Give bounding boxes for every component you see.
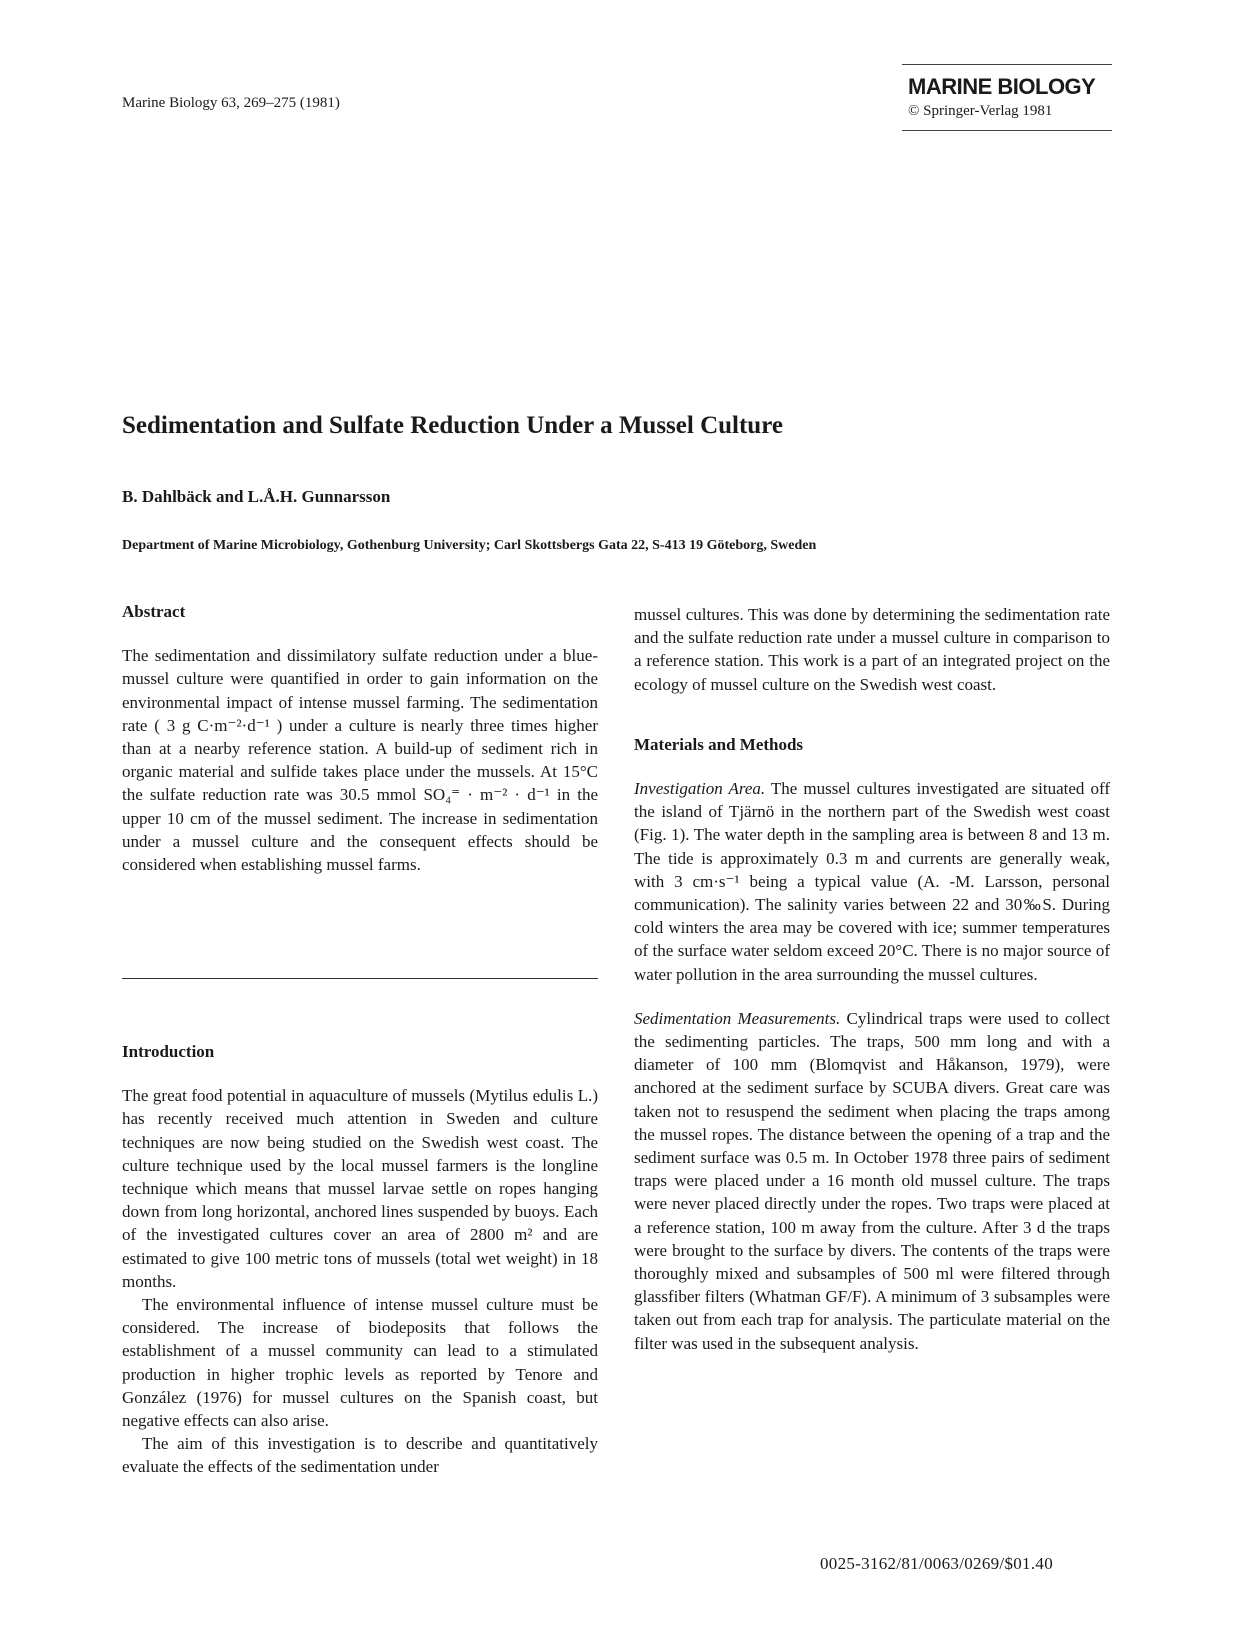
issn-code: 0025-3162/81/0063/0269/$01.40	[820, 1554, 1054, 1573]
brand-rule-bottom	[902, 130, 1112, 131]
sedimentation-paragraph	[634, 1007, 1110, 1355]
investigation-area-paragraph	[634, 777, 1110, 986]
introduction-paragraph-2: The environmental influence of intense mussel culture must be considered. The increase of biodeposits that follows the establishment of a mussel community can lead to a stimulated production in higher trophic levels as reported by Tenore and González (1976) for mussel cultures on the Spanish coast, but negative effects can also arise.	[122, 1295, 598, 1431]
journal-brand-block	[902, 64, 1112, 131]
sedimentation-text: Cylindrical traps were used to collect the sedimenting particles. The traps, 500 mm long and with a diameter of 100 mm (Blomqvist and Håkanson, 1979), were anchored at the sediment surface by SCUBA divers. Great care was taken not to resuspend the sediment when placing the traps among the mussel ropes. The distance between the opening of a trap and the sediment surface was 0.5 m. In October 1978 three pairs of sediment traps were placed under a 16 month old mussel culture. The traps were never placed directly under the ropes. Two traps were placed at a reference station, 100 m away from the culture. After 3 d the traps were brought to the surface by divers. The contents of the traps were thoroughly mixed and subsamples of 500 ml were filtered through glassfiber filters (Whatman GF/F). A minimum of 3 subsamples were taken out from each trap for analysis. The particulate material on the filter was used in the subsequent analysis.	[634, 1008, 1111, 1353]
investigation-area-text: The mussel cultures investigated are situated off the island of Tjärnö in the northern part of the Swedish west coast (Fig. 1). The water depth in the sampling area is between 8 and 13 m. The tide is approximately 0.3 m and currents are generally weak, with 3 cm·s⁻¹ being a typical value (A. -M. Larsson, personal communication). The salinity varies between 22 and 30‰S. During cold winters the area may be covered with ice; summer temperatures of the surface water seldom exceed 20°C. There is no major source of water pollution in the area surrounding the mussel cultures.	[634, 779, 1110, 984]
introduction-paragraph-3: The aim of this investigation is to describe and quantitatively evaluate the effects of the sedimentation under	[122, 1434, 598, 1477]
investigation-area-runin: Investigation Area.	[634, 779, 766, 799]
journal-reference: Marine Biology 63, 269–275 (1981)	[122, 95, 340, 111]
article-authors: B. Dahlbäck and L.Å.H. Gunnarsson	[122, 487, 391, 506]
right-column	[634, 603, 1110, 1355]
publisher-copyright: © Springer-Verlag 1981	[908, 103, 1053, 119]
author-affiliation: Department of Marine Microbiology, Gothenburg University; Carl Skottsbergs Gata 22, S-413 19 Göteborg, Sweden	[122, 538, 817, 553]
introduction-section	[122, 1040, 598, 1479]
sedimentation-runin: Sedimentation Measurements.	[634, 1008, 841, 1028]
abstract-section	[122, 600, 598, 876]
journal-brand-name: MARINE BIOLOGY	[908, 74, 1096, 99]
abstract-heading: Abstract	[122, 602, 186, 621]
article-title: Sedimentation and Sulfate Reduction Under a Mussel Culture	[122, 412, 783, 439]
introduction-heading: Introduction	[122, 1042, 215, 1061]
introduction-paragraph-3-continued: mussel cultures. This was done by determining the sedimentation rate and the sulfate reduction rate under a mussel culture in comparison to a reference station. This work is a part of an integrated project on the ecology of mussel culture on the Swedish west coast.	[634, 605, 1110, 694]
brand-rule-top	[902, 64, 1112, 65]
introduction-paragraph-1: The great food potential in aquaculture of mussels (Mytilus edulis L.) has recently received much attention in Sweden and culture techniques are now being studied on the Swedish west coast. The culture technique used by the local mussel farmers is the longline technique which means that mussel larvae settle on ropes hanging down from long horizontal, anchored lines suspended by buoys. Each of the investigated cultures cover an area of 2800 m² and are estimated to give 100 metric tons of mussels (total wet weight) in 18 months.	[122, 1086, 598, 1291]
abstract-divider	[122, 978, 598, 979]
methods-heading: Materials and Methods	[634, 734, 804, 754]
abstract-text: The sedimentation and dissimilatory sulfate reduction under a blue-mussel culture were quantified in order to gain information on the environmental impact of intense mussel farming. The sedimentation rate ( 3 g C·m⁻²·d⁻¹ ) under a culture is nearly three times higher than at a nearby reference station. A build-up of sediment rich in organic material and sulfide takes place under the mussels. At 15°C the sulfate reduction rate was 30.5 mmol SO₄⁼ · m⁻² · d⁻¹ in the upper 10 cm of the mussel sediment. The increase in sedimentation under a mussel culture and the consequent effects should be considered when establishing mussel farms.	[122, 646, 598, 875]
